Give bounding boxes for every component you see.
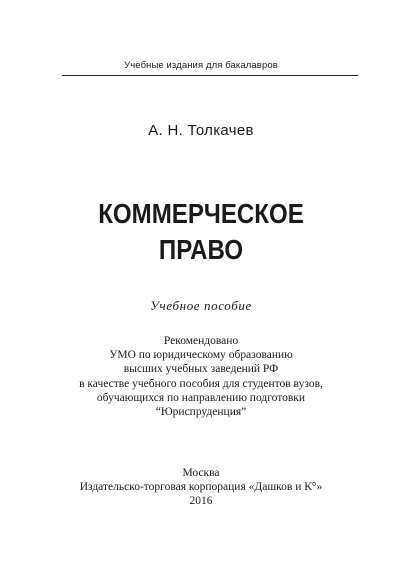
header-rule [62, 75, 358, 76]
recommendation-line: УМО по юридическому образованию [109, 349, 293, 362]
recommendation-line: высших учебных заведений РФ [123, 363, 279, 376]
imprint-year: 2016 [189, 495, 213, 508]
book-title-line-1: КОММЕРЧЕСКОЕ [98, 198, 304, 229]
imprint-block [0, 466, 402, 509]
book-title-line-2: ПРАВО [158, 234, 244, 265]
recommendation-line: “Юриспруденция” [155, 406, 247, 419]
book-title [28, 196, 374, 268]
recommendation-line: Рекомендовано [163, 335, 239, 347]
book-subtitle: Учебное пособие [150, 298, 252, 313]
imprint-publisher: Издательско-торговая корпорация «Дашков и К°» [79, 481, 323, 494]
author-name: А. Н. Толкачев [148, 122, 254, 139]
recommendation-block [0, 334, 402, 419]
recommendation-line: в качестве учебного пособия для студентов вузов, [79, 377, 323, 390]
recommendation-line: обучающихся по направлению подготовки [96, 391, 306, 404]
imprint-city: Москва [182, 467, 220, 479]
series-heading: Учебные издания для бакалавров [124, 60, 278, 71]
